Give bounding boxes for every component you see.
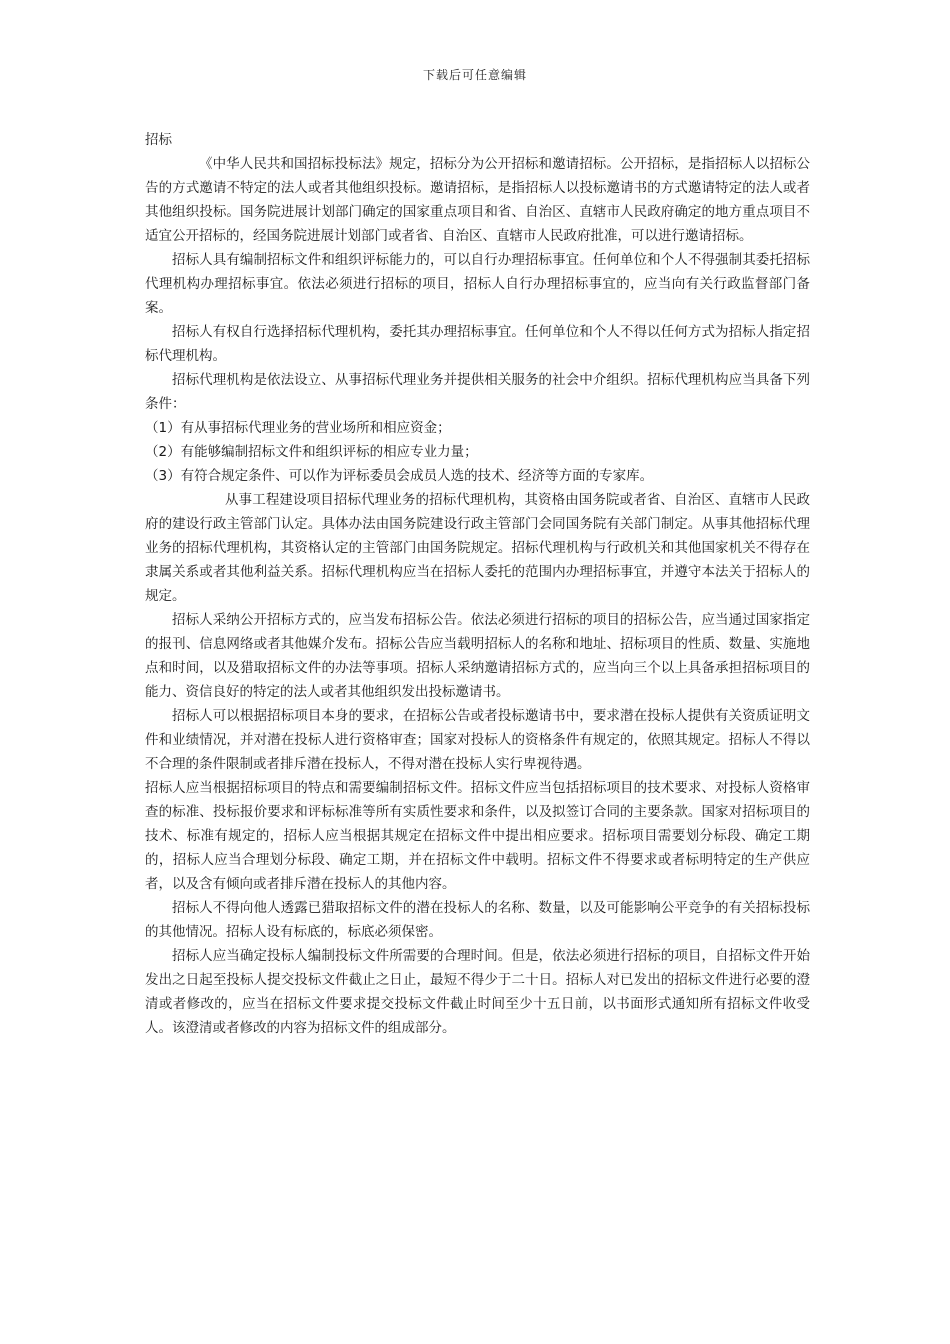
list-item-condition-1: （1）有从事招标代理业务的营业场所和相应资金； xyxy=(145,420,451,436)
document-body xyxy=(145,128,810,1040)
paragraph-public-notice: 招标人采纳公开招标方式的，应当发布招标公告。依法必须进行招标的项目的招标公告，应当通过国家指定的报刊、信息网络或者其他媒介发布。招标公告应当载明招标人的名称和地址、招标项目的性质、数量、实施地点和时间，以及猎取招标文件的办法等事项。招标人采纳邀请招标方式的，应当向三个以上具备承担招标项目的能力、资信良好的特定的法人或者其他组织发出投标邀请书。 xyxy=(145,612,810,700)
paragraph-qualification-review: 招标人可以根据招标项目本身的要求，在招标公告或者投标邀请书中，要求潜在投标人提供有关资质证明文件和业绩情况，并对潜在投标人进行资格审查；国家对投标人的资格条件有规定的，依照其规定。招标人不得以不合理的条件限制或者排斥潜在投标人，不得对潜在投标人实行卑视待遇。 xyxy=(145,708,810,772)
paragraph-confidentiality: 招标人不得向他人透露已猎取招标文件的潜在投标人的名称、数量，以及可能影响公平竞争的有关招标投标的其他情况。招标人设有标底的，标底必须保密。 xyxy=(145,900,810,940)
paragraph-agency-choice: 招标人有权自行选择招标代理机构，委托其办理招标事宜。任何单位和个人不得以任何方式为招标人指定招标代理机构。 xyxy=(145,324,810,364)
paragraph-self-handling: 招标人具有编制招标文件和组织评标能力的，可以自行办理招标事宜。任何单位和个人不得强制其委托招标代理机构办理招标事宜。依法必须进行招标的项目，招标人自行办理招标事宜的，应当向有关行政监督部门备案。 xyxy=(145,252,810,316)
section-heading: 招标 xyxy=(145,132,172,148)
paragraph-law-definition: 《中华人民共和国招标投标法》规定，招标分为公开招标和邀请招标。公开招标，是指招标人以招标公告的方式邀请不特定的法人或者其他组织投标。邀请招标，是指招标人以投标邀请书的方式邀请特定的法人或者其他组织投标。国务院进展计划部门确定的国家重点项目和省、自治区、直辖市人民政府确定的地方重点项目不适宜公开招标的，经国务院进展计划部门或者省、自治区、直辖市人民政府批准，可以进行邀请招标。 xyxy=(145,156,810,244)
paragraph-tender-documents: 招标人应当根据招标项目的特点和需要编制招标文件。招标文件应当包括招标项目的技术要求、对投标人资格审查的标准、投标报价要求和评标标准等所有实质性要求和条件，以及拟签订合同的主要条款。国家对招标项目的技术、标准有规定的，招标人应当根据其规定在招标文件中提出相应要求。招标项目需要划分标段、确定工期的，招标人应当合理划分标段、确定工期，并在招标文件中载明。招标文件不得要求或者标明特定的生产供应者，以及含有倾向或者排斥潜在投标人的其他内容。 xyxy=(145,780,810,892)
list-item-condition-2: （2）有能够编制招标文件和组织评标的相应专业力量； xyxy=(145,444,478,460)
paragraph-agency-conditions: 招标代理机构是依法设立、从事招标代理业务并提供相关服务的社会中介组织。招标代理机构应当具备下列条件： xyxy=(145,372,810,412)
paragraph-time-limits: 招标人应当确定投标人编制投标文件所需要的合理时间。但是，依法必须进行招标的项目，自招标文件开始发出之日起至投标人提交投标文件截止之日止，最短不得少于二十日。招标人对已发出的招标文件进行必要的澄清或者修改的，应当在招标文件要求提交投标文件截止时间至少十五日前，以书面形式通知所有招标文件收受人。该澄清或者修改的内容为招标文件的组成部分。 xyxy=(145,948,810,1036)
page-header: 下载后可任意编辑 xyxy=(422,68,527,82)
list-item-condition-3: （3）有符合规定条件、可以作为评标委员会成员人选的技术、经济等方面的专家库。 xyxy=(145,468,654,484)
paragraph-agency-qualification: 从事工程建设项目招标代理业务的招标代理机构，其资格由国务院或者省、自治区、直辖市人民政府的建设行政主管部门认定。具体办法由国务院建设行政主管部门会同国务院有关部门制定。从事其他招标代理业务的招标代理机构，其资格认定的主管部门由国务院规定。招标代理机构与行政机关和其他国家机关不得存在隶属关系或者其他利益关系。招标代理机构应当在招标人委托的范围内办理招标事宜，并遵守本法关于招标人的规定。 xyxy=(145,492,810,604)
